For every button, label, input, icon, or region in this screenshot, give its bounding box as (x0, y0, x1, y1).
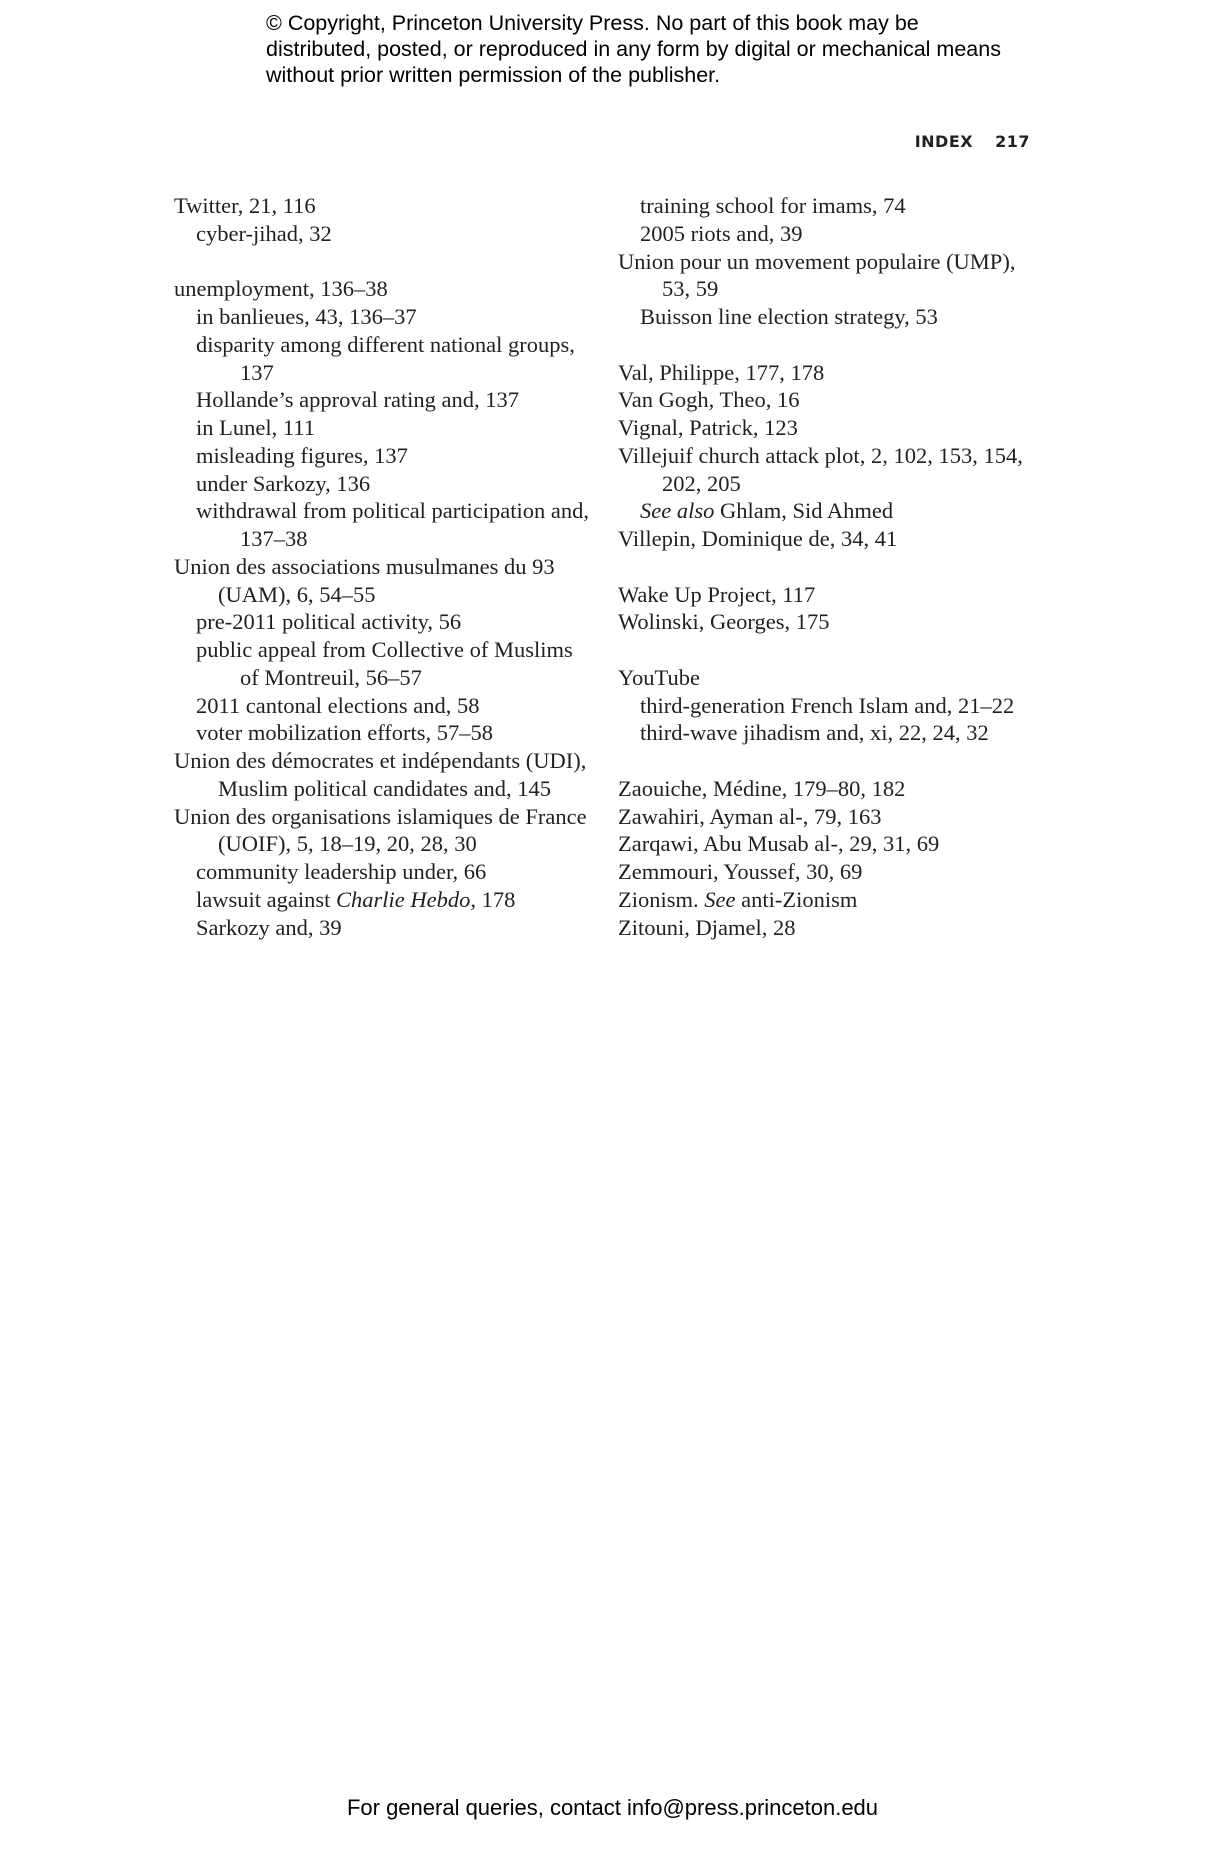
entry-gap (618, 331, 1038, 359)
entry-text: voter mobilization efforts, 57–58 (196, 720, 494, 746)
footer-contact: For general queries, contact info@press.princeton.edu (346, 1795, 879, 1820)
entry-text: pre-2011 political activity, 56 (196, 609, 462, 635)
index-entry (174, 192, 594, 220)
entry-text: in banlieues, 43, 136–37 (196, 304, 417, 329)
index-subentry (618, 220, 1038, 248)
index-subentry (618, 303, 1038, 331)
index-entry (618, 359, 1038, 387)
index-entry (618, 775, 1038, 803)
index-entry (618, 442, 1038, 498)
entry-text: Union des organisations islamiques de France (UOIF), 5, 18–19, 20, 28, 30 (174, 803, 587, 857)
entry-text: Union des associations musulmanes du 93 (UAM), 6, 54–55 (174, 553, 555, 607)
entry-text: lawsuit against (196, 886, 336, 912)
entry-text: Twitter, 21, 116 (174, 193, 316, 218)
entry-text: community leadership under, 66 (196, 859, 487, 884)
index-entry (174, 553, 594, 609)
index-subentry (618, 497, 1038, 525)
entry-text: YouTube (618, 664, 700, 690)
index-subentry (174, 858, 594, 886)
index-subentry (618, 719, 1038, 747)
index-subentry (174, 414, 594, 442)
index-subentry (174, 220, 594, 248)
entry-text: third-generation French Islam and, 21–22 (640, 692, 1015, 718)
entry-text: Villejuif church attack plot, 2, 102, 153, 154, 202, 205 (618, 442, 1023, 496)
copyright-notice: © Copyright, Princeton University Press. No part of this book may be distributed, posted, or reproduced in any form by digital or mechanical means without prior written permission of the publisher. (266, 11, 1001, 87)
entry-text: unemployment, 136–38 (174, 276, 388, 302)
entry-text: Villepin, Dominique de, 34, 41 (618, 526, 898, 551)
index-entry (618, 886, 1038, 914)
index-subentry (174, 470, 594, 498)
index-subentry (174, 442, 594, 470)
index-subentry (174, 331, 594, 387)
entry-text: Union pour un movement populaire (UMP), 53, 59 (618, 248, 1016, 302)
entry-text: Vignal, Patrick, 123 (618, 415, 798, 440)
index-entry (174, 803, 594, 859)
entry-text: training school for imams, 74 (640, 193, 906, 218)
entry-text: disparity among different national groups, 137 (196, 331, 575, 385)
entry-text: Buisson line election strategy, 53 (640, 304, 938, 329)
entry-gap (618, 636, 1038, 664)
index-subentry (174, 914, 594, 942)
entry-text: Wolinski, Georges, 175 (618, 609, 830, 635)
entry-text: Zitouni, Djamel, 28 (618, 914, 796, 940)
entry-trailing-text: 178 (475, 886, 516, 912)
entry-italic-text: Charlie Hebdo, (335, 886, 476, 912)
index-entry (618, 386, 1038, 414)
entry-text: under Sarkozy, 136 (196, 470, 371, 496)
entry-text: 2011 cantonal elections and, 58 (196, 692, 480, 718)
index-subentry (174, 886, 594, 914)
entry-gap (174, 248, 594, 276)
index-entry (618, 608, 1038, 636)
entry-text: withdrawal from political participation and, 137–38 (196, 498, 590, 551)
entry-text: Union des démocrates et indépendants (UDI), Muslim political candidates and, 145 (174, 748, 587, 801)
index-subentry (174, 497, 594, 553)
index-entry (618, 830, 1038, 858)
index-column-left (174, 192, 594, 941)
index-subentry (174, 719, 594, 747)
section-title: INDEX (914, 132, 974, 151)
entry-text: Sarkozy and, 39 (196, 914, 342, 940)
index-subentry (174, 386, 594, 414)
entry-text: public appeal from Collective of Muslims of Montreuil, 56–57 (196, 637, 573, 690)
entry-text: Val, Philippe, 177, 178 (618, 359, 825, 385)
entry-text: Zemmouri, Youssef, 30, 69 (618, 859, 863, 884)
entry-text: Zarqawi, Abu Musab al-, 29, 31, 69 (618, 831, 940, 857)
index-entry (618, 914, 1038, 942)
index-subentry (618, 192, 1038, 220)
entry-text: third-wave jihadism and, xi, 22, 24, 32 (640, 720, 989, 746)
entry-italic-text: See also (640, 498, 715, 524)
entry-gap (618, 747, 1038, 775)
entry-text: misleading figures, 137 (196, 442, 408, 468)
index-entry (618, 858, 1038, 886)
entry-text: cyber-jihad, 32 (196, 220, 332, 246)
index-entry (618, 581, 1038, 609)
index-entry (618, 414, 1038, 442)
index-entry (174, 275, 594, 303)
index-entry (618, 248, 1038, 304)
entry-text: 2005 riots and, 39 (640, 220, 803, 246)
entry-text: Van Gogh, Theo, 16 (618, 387, 800, 413)
index-subentry (174, 692, 594, 720)
entry-text: Wake Up Project, 117 (618, 581, 816, 607)
index-entry (618, 664, 1038, 692)
index-column-right (618, 192, 1038, 941)
index-entry (174, 747, 594, 803)
entry-text: Zawahiri, Ayman al-, 79, 163 (618, 803, 882, 829)
entry-trailing-text: anti-Zionism (735, 886, 858, 912)
entry-text: Hollande’s approval rating and, 137 (196, 387, 520, 413)
entry-text: Zionism. (618, 886, 705, 912)
index-subentry (174, 303, 594, 331)
entry-italic-text: See (704, 886, 736, 912)
entry-trailing-text: Ghlam, Sid Ahmed (714, 498, 894, 524)
index-subentry (174, 608, 594, 636)
entry-text: Zaouiche, Médine, 179–80, 182 (618, 775, 906, 801)
entry-text: in Lunel, 111 (196, 415, 315, 440)
running-head (600, 132, 1030, 151)
index-entry (618, 525, 1038, 553)
index-entry (618, 803, 1038, 831)
index-subentry (618, 692, 1038, 720)
page-number: 217 (995, 132, 1030, 151)
entry-gap (618, 553, 1038, 581)
index-subentry (174, 636, 594, 692)
